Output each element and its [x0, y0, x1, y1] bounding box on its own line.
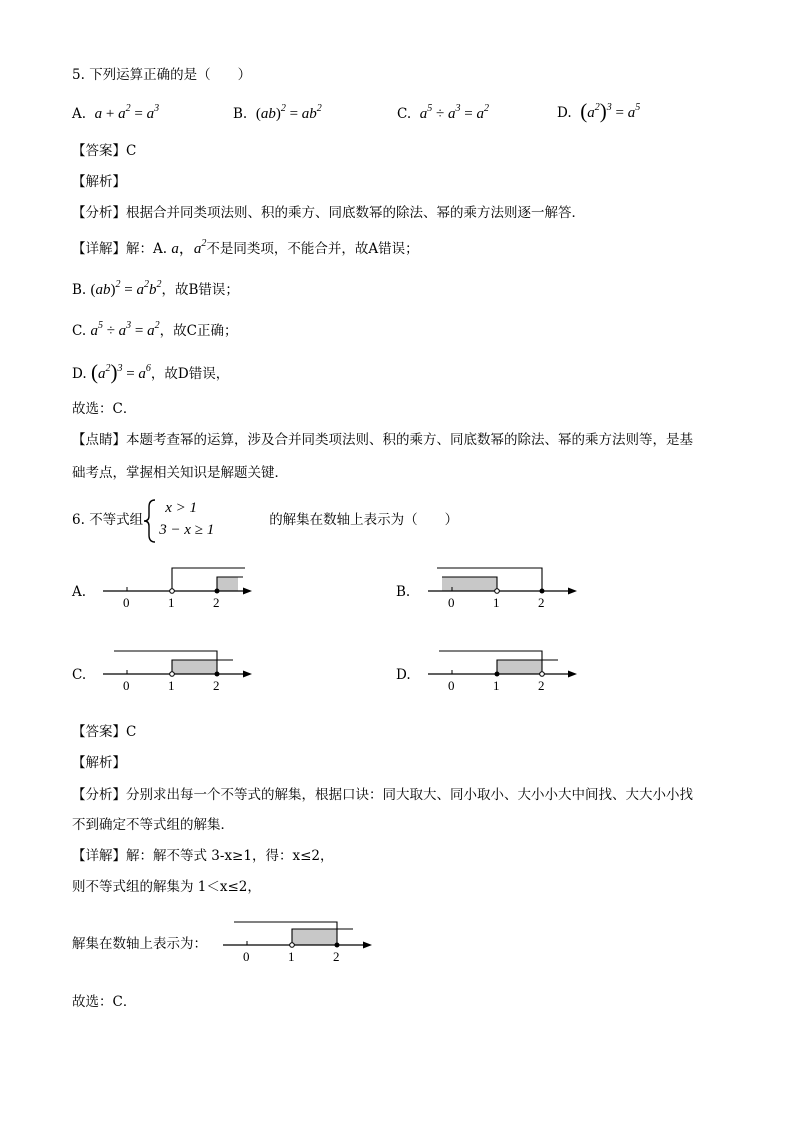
- q5-option-d[interactable]: [557, 101, 640, 123]
- q5-number: 5.: [72, 67, 85, 83]
- q5-answer-tag: 【答案】: [72, 143, 126, 159]
- q5-option-d-math: $(a^2)^3 = a^5$: [580, 99, 641, 123]
- q6-fenxi-text-2: 不到确定不等式组的解集．: [72, 817, 234, 833]
- q6-answer-value: C: [126, 724, 137, 740]
- q5-line-b-math: $(ab)^2 = a^2b^2$: [90, 279, 162, 298]
- q5-option-a-math: $a + a^2 = a^3$: [94, 103, 160, 122]
- q6-solution-set: 则不等式组的解集为 1＜x≤2，: [72, 879, 261, 895]
- q5-fenxi-text: 根据合并同类项法则、积的乘方、同底数幂的除法、幂的乘方法则逐一解答．: [126, 205, 585, 221]
- axis-arrow-icon: [243, 671, 252, 678]
- tick-label-2: 2: [538, 678, 545, 693]
- q6-option-b-label[interactable]: B.: [396, 584, 411, 600]
- q6-option-d-label[interactable]: D.: [396, 667, 411, 683]
- q5-option-a-label: A.: [72, 106, 87, 122]
- q5-line-c-label: C.: [72, 323, 87, 339]
- q5-dianjing: [72, 430, 693, 450]
- q5-line-c: [72, 321, 237, 341]
- q5-option-b-label: B.: [233, 106, 248, 122]
- q5-answer: [72, 141, 136, 161]
- q6-option-c-label[interactable]: C.: [72, 667, 87, 683]
- q6-xiangjie-tag: 【详解】: [72, 848, 126, 864]
- q5-line-b-label: B.: [72, 282, 87, 298]
- tick-label-2: 2: [538, 595, 545, 610]
- tick-label-1: 1: [288, 949, 295, 964]
- closed-dot: [215, 672, 220, 677]
- axis-arrow-icon: [363, 942, 372, 949]
- q6-xiangjie: [72, 846, 333, 866]
- q6-numberline-caption: 解集在数轴上表示为：: [72, 936, 207, 952]
- q5-option-b[interactable]: [233, 104, 322, 124]
- q6-fenxi-text-1: 分别求出每一个不等式的解集，根据口诀：同大取大、同小取小、大小小大中间找、大大小小找: [126, 787, 693, 803]
- tick-label-1: 1: [493, 678, 500, 693]
- tick-label-2: 2: [333, 949, 340, 964]
- q6-solution-numberline: [220, 916, 380, 966]
- tick-label-0: 0: [123, 595, 130, 610]
- closed-dot: [540, 589, 545, 594]
- shaded-region: [172, 660, 217, 674]
- open-dot: [495, 589, 500, 594]
- q5-xiangjie-lead: 解：A.: [126, 241, 168, 257]
- q5-line-d-math: $(a^2)^3 = a^6$: [90, 360, 151, 384]
- open-dot: [170, 589, 175, 594]
- q5-fenxi-tag: 【分析】: [72, 205, 126, 221]
- q5-line-c-math: $a^5 \div a^3 = a^2$: [90, 320, 160, 339]
- q6-option-a-label[interactable]: A.: [72, 584, 87, 600]
- q5-stem-text: 下列运算正确的是（ ）: [89, 67, 252, 83]
- q5-conclusion: 故选：C．: [72, 401, 137, 417]
- q6-stem: [72, 498, 458, 543]
- q5-answer-value: C: [126, 143, 137, 159]
- q5-dianjing-tag: 【点睛】: [72, 432, 126, 448]
- q5-xiangjie-tag: 【详解】: [72, 241, 126, 257]
- q5-option-b-math: $(ab)^2 = ab^2$: [255, 103, 322, 122]
- q5-analysis-tag: 【解析】: [72, 174, 126, 190]
- q6-ineq-2: 3 − x ≥ 1: [159, 521, 215, 538]
- q6-option-b-numberline[interactable]: [425, 562, 585, 612]
- closed-dot: [215, 589, 220, 594]
- q5-option-d-label: D.: [557, 105, 572, 121]
- shaded-region: [217, 577, 238, 591]
- shaded-region: [497, 660, 542, 674]
- q6-fenxi-tag: 【分析】: [72, 787, 126, 803]
- shaded-region: [442, 577, 497, 591]
- q5-xiangjie-a-math: a，$a^2$: [171, 238, 207, 257]
- left-brace-icon: [143, 499, 157, 543]
- q5-option-c[interactable]: [397, 104, 489, 124]
- q6-ineq-1: x > 1: [165, 499, 197, 516]
- q5-option-a[interactable]: [72, 104, 159, 124]
- q5-option-c-label: C.: [397, 106, 412, 122]
- tick-label-2: 2: [213, 678, 220, 693]
- axis-arrow-icon: [243, 588, 252, 595]
- q6-analysis-tag: 【解析】: [72, 755, 126, 771]
- closed-dot: [495, 672, 500, 677]
- tick-label-1: 1: [493, 595, 500, 610]
- tick-label-0: 0: [448, 595, 455, 610]
- tick-label-0: 0: [123, 678, 130, 693]
- q6-option-c-numberline[interactable]: [100, 645, 260, 695]
- q5-option-c-math: $a^5 \div a^3 = a^2$: [419, 103, 489, 122]
- tick-label-2: 2: [213, 595, 220, 610]
- q5-xiangjie-a-text: 不是同类项，不能合并，故A错误；: [206, 241, 419, 257]
- tick-label-0: 0: [448, 678, 455, 693]
- closed-dot: [335, 943, 340, 948]
- q5-line-b-text: ，故B错误；: [161, 282, 239, 298]
- q6-conclusion: 故选：C．: [72, 994, 137, 1010]
- q6-stem-post: 的解集在数轴上表示为（ ）: [269, 512, 459, 528]
- q6-answer-tag: 【答案】: [72, 724, 126, 740]
- q5-dianjing-text-1: 本题考查幂的运算，涉及合并同类项法则、积的乘方、同底数幂的除法、幂的乘方法则等，是基: [126, 432, 693, 448]
- open-dot: [540, 672, 545, 677]
- q5-line-c-text: ，故C正确；: [159, 323, 238, 339]
- q6-xiangjie-text: 解：解不等式 3-x≥1，得：x≤2，: [126, 848, 334, 864]
- q6-answer: [72, 722, 136, 742]
- tick-label-1: 1: [168, 678, 175, 693]
- q5-fenxi: [72, 203, 585, 223]
- q6-fenxi: [72, 785, 693, 805]
- q6-stem-pre: 不等式组: [89, 512, 144, 528]
- open-dot: [290, 943, 295, 948]
- q5-line-d-text: ，故D错误，: [150, 366, 230, 382]
- q5-line-d-label: D.: [72, 366, 87, 382]
- q5-xiangjie: [72, 239, 419, 259]
- q6-number: 6.: [72, 512, 85, 528]
- q6-option-a-numberline[interactable]: [100, 562, 260, 612]
- shaded-region: [292, 929, 337, 945]
- q6-option-d-numberline[interactable]: [425, 645, 585, 695]
- q5-line-d: [72, 362, 229, 384]
- q5-stem: [72, 65, 251, 85]
- tick-label-0: 0: [243, 949, 250, 964]
- axis-arrow-icon: [568, 588, 577, 595]
- tick-label-1: 1: [168, 595, 175, 610]
- q5-dianjing-text-2: 础考点，掌握相关知识是解题关键．: [72, 465, 288, 481]
- q5-line-b: [72, 280, 239, 300]
- q6-inequality-system: [143, 499, 269, 543]
- axis-arrow-icon: [568, 671, 577, 678]
- open-dot: [170, 672, 175, 677]
